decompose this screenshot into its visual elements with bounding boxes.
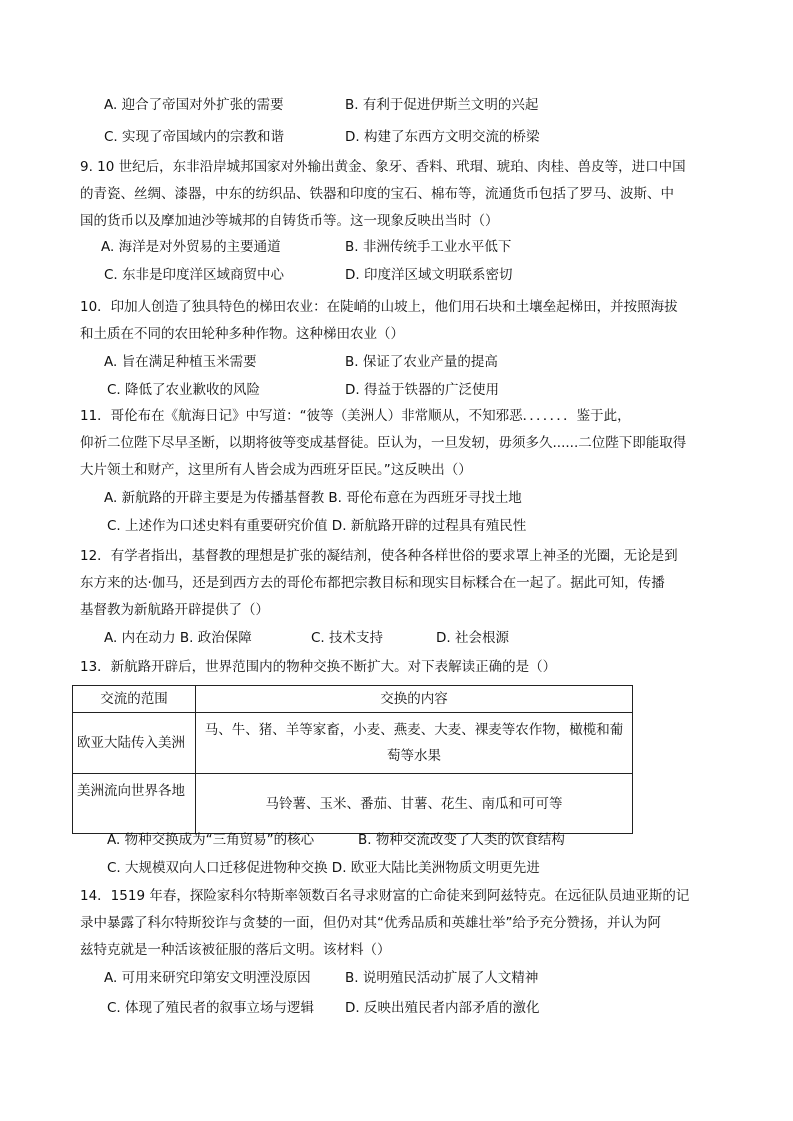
q14-stem-line2: 录中暴露了科尔特斯狡诈与贪婪的一面，但仍对其“优秀品质和英雄壮举”给予充分赞扬，并认为阿: [80, 915, 661, 931]
q12-option-c: C. 技术支持: [311, 630, 384, 646]
q11-stem-line3: 大片领土和财产，这里所有人皆会成为西班牙臣民。”这反映出（）: [80, 462, 472, 478]
q13-option-cd: C. 大规模双向人口迁移促进物种交换 D. 欧亚大陆比美洲物质文明更先进: [107, 860, 540, 876]
q10-option-a: A. 旨在满足种植玉米需要: [104, 354, 257, 370]
table-cell-scope: 美洲流向世界各地: [73, 774, 196, 834]
q12-option-d: D. 社会根源: [436, 630, 509, 646]
table-header-scope: 交流的范围: [73, 686, 196, 713]
q10-option-d: D. 得益于铁器的广泛使用: [345, 382, 499, 398]
q14-option-c: C. 体现了殖民者的叙事立场与逻辑: [107, 1000, 315, 1016]
table-cell-content-line1: 马、牛、猪、羊等家畜，小麦、燕麦、大麦、裸麦等农作物，橄榄和葡: [204, 722, 624, 738]
q11-option-ab: A. 新航路的开辟主要是为传播基督教 B. 哥伦布意在为西班牙寻找土地: [104, 490, 522, 506]
table-cell-scope: 欧亚大陆传入美洲: [73, 713, 196, 774]
table-row: [73, 774, 633, 834]
table-cell-content: [196, 713, 633, 774]
q13-option-a: A. 物种交换成为“三角贸易”的核心: [107, 832, 315, 848]
q14-option-b: B. 说明殖民活动扩展了人文精神: [345, 970, 539, 986]
species-exchange-table: [72, 685, 633, 834]
q14-stem-line3: 兹特克就是一种活该被征服的落后文明。该材料（）: [80, 942, 391, 958]
q11-stem-line1: 11．哥伦布在《航海日记》中写道：“彼等（美洲人）非常顺从，不知邪恶．．．．．．．鉴于此，: [80, 408, 631, 424]
table-header-content: 交换的内容: [196, 686, 633, 713]
table-cell-content-line2: 萄等水果: [387, 748, 441, 764]
q10-option-c: C. 降低了农业歉收的风险: [107, 382, 261, 398]
q12-stem-line2: 东方来的达·伽马，还是到西方去的哥伦布都把宗教目标和现实目标糅合在一起了。据此可知，传播: [80, 575, 665, 591]
q14-option-d: D. 反映出殖民者内部矛盾的激化: [345, 1000, 540, 1016]
table-row: [73, 713, 633, 774]
q12-option-ab: A. 内在动力 B. 政治保障: [104, 630, 252, 646]
q10-stem-line1: 10．印加人创造了独具特色的梯田农业：在陡峭的山坡上，他们用石块和土壤垒起梯田，并按照海拔: [80, 299, 678, 315]
q10-stem-line2: 和土质在不同的农田轮种多种作物。这种梯田农业（）: [80, 326, 404, 342]
table-cell-content: 马铃薯、玉米、番茄、甘薯、花生、南瓜和可可等: [196, 774, 633, 834]
q9-stem-line3: 国的货币以及摩加迪沙等城邦的自铸货币等。这一现象反映出当时（）: [80, 213, 499, 229]
q8-option-b: B. 有利于促进伊斯兰文明的兴起: [345, 97, 539, 113]
q8-option-c: C. 实现了帝国域内的宗教和谐: [104, 129, 285, 145]
q13-option-b: B. 物种交流改变了人类的饮食结构: [358, 832, 565, 848]
q9-option-d: D. 印度洋区域文明联系密切: [345, 267, 513, 283]
q8-option-a: A. 迎合了帝国对外扩张的需要: [104, 97, 284, 113]
q13-stem-line1: 13．新航路开辟后，世界范围内的物种交换不断扩大。对下表解读正确的是（）: [80, 659, 557, 675]
q14-option-a: A. 可用来研究印第安文明湮没原因: [104, 970, 311, 986]
q9-option-b: B. 非洲传统手工业水平低下: [345, 239, 512, 255]
table-header-row: [73, 686, 633, 713]
q14-stem-line1: 14．1519 年春，探险家科尔特斯率领数百名寻求财富的亡命徒来到阿兹特克。在远征队员迪亚斯的记: [80, 888, 690, 904]
q11-stem-line2: 仰祈二位陛下尽早圣断，以期将彼等变成基督徒。臣认为，一旦发轫，毋须多久......二位陛下即能取得: [80, 435, 687, 451]
q10-option-b: B. 保证了农业产量的提高: [345, 354, 498, 370]
q12-stem-line3: 基督教为新航路开辟提供了（）: [80, 602, 269, 618]
q12-stem-line1: 12．有学者指出，基督教的理想是扩张的凝结剂，使各种各样世俗的要求罩上神圣的光圈，无论是到: [80, 548, 678, 564]
q9-option-c: C. 东非是印度洋区域商贸中心: [104, 267, 285, 283]
q9-option-a: A. 海洋是对外贸易的主要通道: [101, 239, 281, 255]
q8-option-d: D. 构建了东西方文明交流的桥梁: [345, 129, 540, 145]
q11-option-cd: C. 上述作为口述史料有重要研究价值 D. 新航路开辟的过程具有殖民性: [107, 518, 527, 534]
q9-stem-line1: 9. 10 世纪后，东非沿岸城邦国家对外输出黄金、象牙、香料、玳瑁、琥珀、肉桂、兽皮等，进口中国: [80, 159, 686, 175]
q9-stem-line2: 的青瓷、丝绸、漆器，中东的纺织品、铁器和印度的宝石、棉布等，流通货币包括了罗马、波斯、中: [80, 186, 674, 202]
